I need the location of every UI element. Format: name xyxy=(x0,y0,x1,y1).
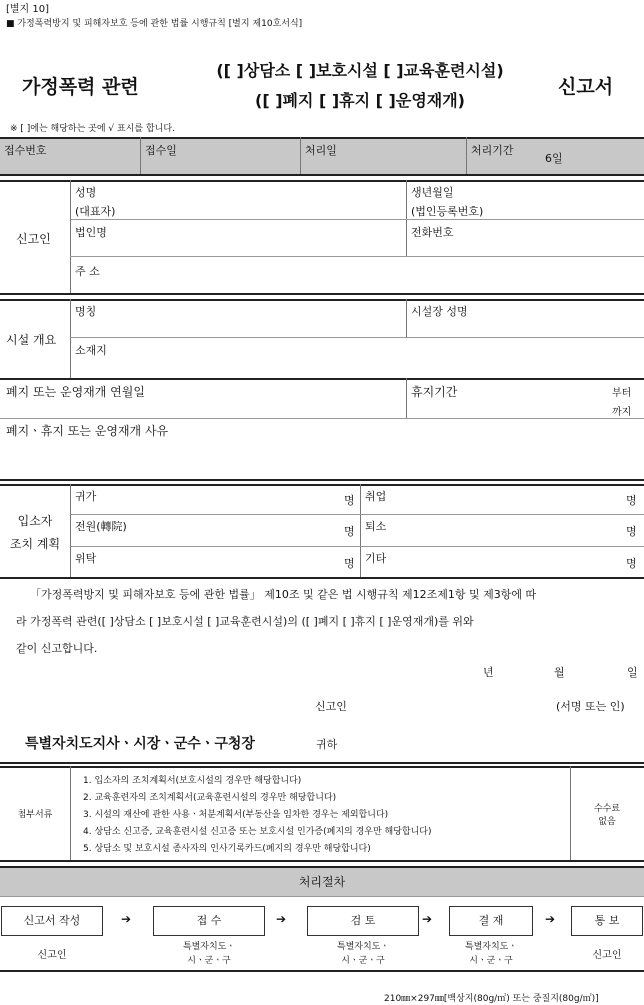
facility-location-label: 소재지 xyxy=(75,344,107,357)
paper-spec: 210㎜×297㎜[백상지(80g/㎡) 또는 중질지(80g/㎡)] xyxy=(384,994,599,1004)
phone-label: 전화번호 xyxy=(411,226,454,239)
title-left: 가정폭력 관련 xyxy=(22,76,139,98)
signature-hint: (서명 또는 인) xyxy=(556,700,625,713)
date-day: 일 xyxy=(627,666,638,679)
resident-unit: 명 xyxy=(344,494,355,507)
resident-other-label: 기타 xyxy=(365,552,387,565)
process-date-label: 처리일 xyxy=(305,144,337,157)
attachment-item: 1. 입소자의 조치계획서(보호시설의 경우만 해당합니다) xyxy=(83,776,302,786)
attachment-item: 5. 상담소 및 보호시설 종사자의 인사기록카드(폐지의 경우만 해당합니다) xyxy=(83,844,371,854)
title-right: 신고서 xyxy=(558,76,614,98)
declaration-line3: 같이 신고합니다. xyxy=(16,642,98,655)
address-label: 주 소 xyxy=(75,265,100,278)
form-number: [별지 10] xyxy=(6,4,50,15)
period-from: 부터 xyxy=(612,388,632,399)
title-line1: ([ ]상담소 [ ]보호시설 [ ]교육훈련시설) xyxy=(216,61,504,80)
resident-unit: 명 xyxy=(344,557,355,570)
residents-section-line1: 입소자 xyxy=(17,514,53,528)
resident-return-label: 귀가 xyxy=(75,490,97,503)
facility-head-label: 시설장 성명 xyxy=(411,305,468,318)
resident-employment-label: 취업 xyxy=(365,490,387,503)
resident-unit: 명 xyxy=(626,494,637,507)
procedure-step-actor: 시ㆍ군ㆍ구 xyxy=(469,956,513,966)
process-period-value: 6일 xyxy=(545,152,563,165)
facility-name-label: 명칭 xyxy=(75,305,97,318)
resident-unit: 명 xyxy=(626,557,637,570)
attachment-item: 4. 상담소 신고증, 교육훈련시설 신고증 또는 보호시설 인가증(폐지의 경우만 해당합니다) xyxy=(83,827,432,837)
applicant-section-label: 신고인 xyxy=(16,232,51,246)
procedure-step-review: 검 토 xyxy=(307,906,419,936)
arrow-right-icon: ➔ xyxy=(545,912,556,926)
facility-section-label: 시설 개요 xyxy=(6,333,57,347)
date-month: 월 xyxy=(554,666,565,679)
resident-transfer-label: 전원(轉院) xyxy=(75,520,127,533)
arrow-right-icon: ➔ xyxy=(422,912,433,926)
attachment-item: 2. 교육훈련자의 조치계획서(교육훈련시설의 경우만 해당합니다) xyxy=(83,793,337,803)
fee-label: 수수료 xyxy=(593,804,621,814)
procedure-step-actor: 특별자치도ㆍ xyxy=(464,942,518,952)
resident-discharge-label: 퇴소 xyxy=(365,520,387,533)
applicant-rep-label: (대표자) xyxy=(75,205,116,218)
signer-label: 신고인 xyxy=(315,700,347,713)
resident-consign-label: 위탁 xyxy=(75,552,97,565)
attachment-item: 3. 시설의 재산에 관한 사용ㆍ처분계획서(부동산을 임차한 경우는 제외합니다) xyxy=(83,810,389,820)
resident-unit: 명 xyxy=(626,525,637,538)
applicant-name-label: 성명 xyxy=(75,186,97,199)
addressee: 특별자치도지사ㆍ시장ㆍ군수ㆍ구청장 xyxy=(25,736,255,752)
declaration-line2: 라 가정폭력 관련([ ]상담소 [ ]보호시설 [ ]교육훈련시설)의 ([ ]폐지 [ ]휴지 [ ]운영재개)를 위와 xyxy=(16,615,474,628)
process-period-label: 처리기간 xyxy=(471,144,514,157)
arrow-right-icon: ➔ xyxy=(121,912,132,926)
applicant-corp-no-label: (법인등록번호) xyxy=(411,205,484,218)
procedure-step-actor: 특별자치도ㆍ xyxy=(182,942,236,952)
procedure-step-actor: 신고인 xyxy=(592,950,622,961)
suspension-period-label: 휴지기간 xyxy=(411,385,458,399)
declaration-line1: 「가정폭력방지 및 피해자보호 등에 관한 법률」 제10조 및 같은 법 시행규칙 제12조제1항 및 제3항에 따 xyxy=(30,588,537,601)
procedure-step-actor: 시ㆍ군ㆍ구 xyxy=(187,956,231,966)
residents-section-line2: 조치 계획 xyxy=(9,537,61,551)
procedure-step-receive: 접 수 xyxy=(153,906,265,936)
honorific: 귀하 xyxy=(316,738,338,751)
corp-name-label: 법인명 xyxy=(75,226,107,239)
receipt-no-label: 접수번호 xyxy=(4,144,47,157)
procedure-step-actor: 특별자치도ㆍ xyxy=(336,942,390,952)
procedure-step-notify: 통 보 xyxy=(571,906,643,936)
procedure-step-actor: 신고인 xyxy=(37,950,67,961)
fee-value: 없음 xyxy=(598,817,616,827)
procedure-step-approve: 결 재 xyxy=(449,906,533,936)
closure-reason-label: 폐지ㆍ휴지 또는 운영재개 사유 xyxy=(6,424,169,438)
applicant-birth-label: 생년월일 xyxy=(411,186,454,199)
resident-unit: 명 xyxy=(344,525,355,538)
arrow-right-icon: ➔ xyxy=(276,912,287,926)
rule-reference: ■ 가정폭력방지 및 피해자보호 등에 관한 법률 시행규칙 [별지 제10호서식] xyxy=(6,19,303,29)
procedure-step-write: 신고서 작성 xyxy=(1,906,103,936)
title-line2: ([ ]폐지 [ ]휴지 [ ]운영재개) xyxy=(255,91,465,110)
attachments-label: 첨부서류 xyxy=(17,810,53,820)
receipt-date-label: 접수일 xyxy=(145,144,177,157)
procedure-step-actor: 시ㆍ군ㆍ구 xyxy=(341,956,385,966)
checkbox-note: ※ [ ]에는 해당하는 곳에 √ 표시를 합니다. xyxy=(10,124,175,134)
period-to: 까지 xyxy=(612,407,632,418)
closure-date-label: 폐지 또는 운영재개 연월일 xyxy=(6,385,145,399)
date-year: 년 xyxy=(483,666,494,679)
procedure-title: 처리절차 xyxy=(298,875,346,889)
